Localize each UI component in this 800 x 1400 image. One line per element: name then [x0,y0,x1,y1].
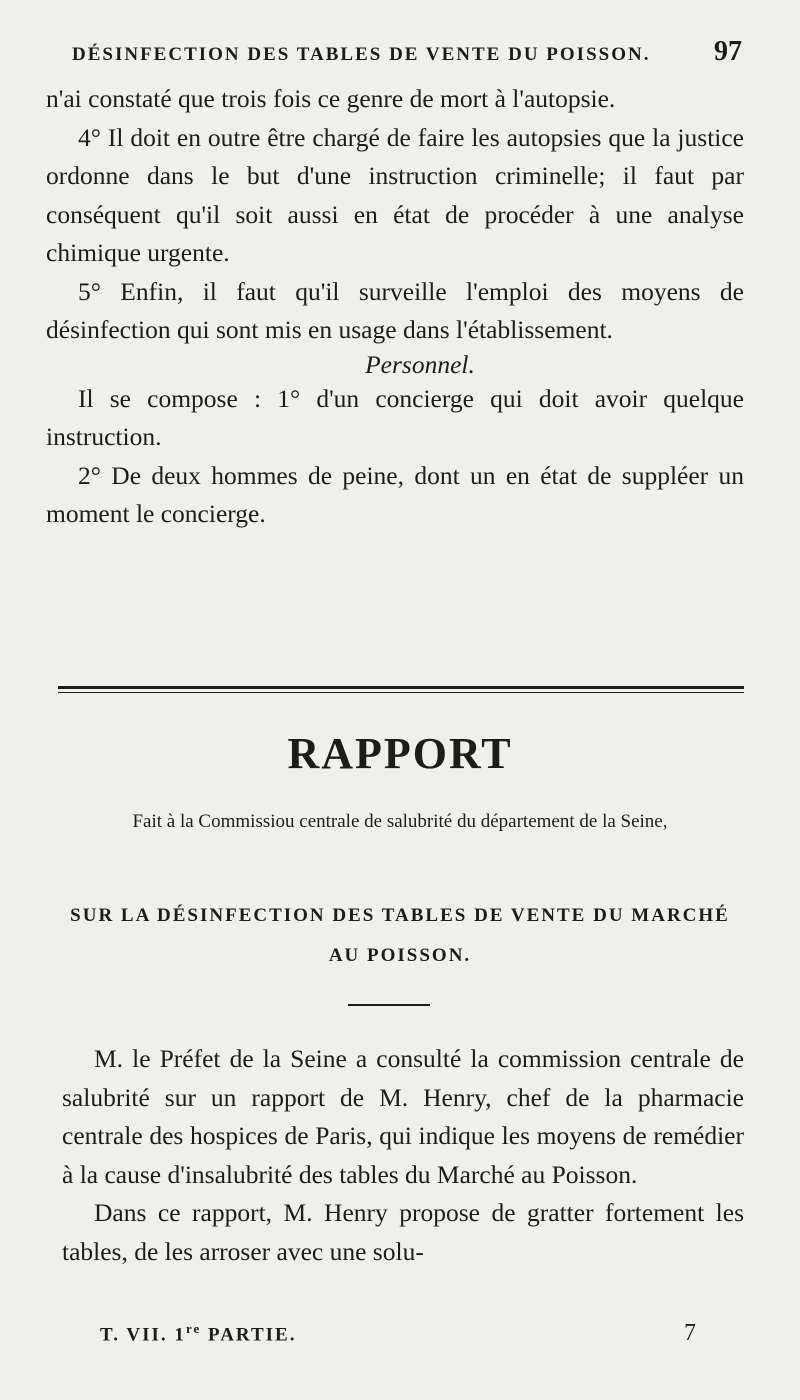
report-subtitle: Fait à la Commissiou centrale de salubrité du département de la Seine, [132,811,668,832]
report-title: RAPPORT [287,729,513,778]
signature-text: T. VII. 1 [100,1324,186,1345]
running-head: DÉSINFECTION DES TABLES DE VENTE DU POISSON. [72,44,651,65]
volume-signature [100,1321,296,1346]
short-rule-divider [348,1004,430,1006]
signature-superscript: re [185,1320,202,1336]
page-footer [100,1320,696,1347]
report-text-block [62,1040,744,1271]
signature-part: PARTIE. [201,1324,297,1345]
report-subject: SUR LA DÉSINFECTION DES TABLES DE VENTE DU MARCHÉ AU POISSON. [70,905,730,966]
paragraph-item-4: 4° Il doit en outre être chargé de faire les autopsies que la justice ordonne dans le but d'une instruction criminelle; il faut par conséquent qu'il soit aussi en état de procéder à une analyse chimique urgente. [46,122,744,267]
paragraph-report-2: Dans ce rapport, M. Henry propose de gratter fortement les tables, de les arroser avec une solu- [62,1198,744,1266]
top-text-block [46,80,744,534]
double-rule-divider [58,686,744,689]
paragraph-item-5: 5° Enfin, il faut qu'il surveille l'emploi des moyens de désinfection qui sont mis en usage dans l'établissement. [46,276,744,344]
page-header [72,36,742,68]
sheet-number: 7 [684,1320,696,1346]
paragraph-report-1: M. le Préfet de la Seine a consulté la commission centrale de salubrité sur un rapport de M. Henry, chef de la pharmacie centrale des hospices de Paris, qui indique les moyens de remédier à la cause d'insalubrité des tables du Marché au Poisson. [62,1044,744,1189]
paragraph-personnel-1: Il se compose : 1° d'un concierge qui doit avoir quelque instruction. [46,383,744,451]
paragraph-autopsy-end: n'ai constaté que trois fois ce genre de mort à l'autopsie. [46,84,616,113]
personnel-heading: Personnel. [365,349,475,379]
page-number: 97 [714,36,742,67]
paragraph-personnel-2: 2° De deux hommes de peine, dont un en état de suppléer un moment le concierge. [46,460,744,528]
